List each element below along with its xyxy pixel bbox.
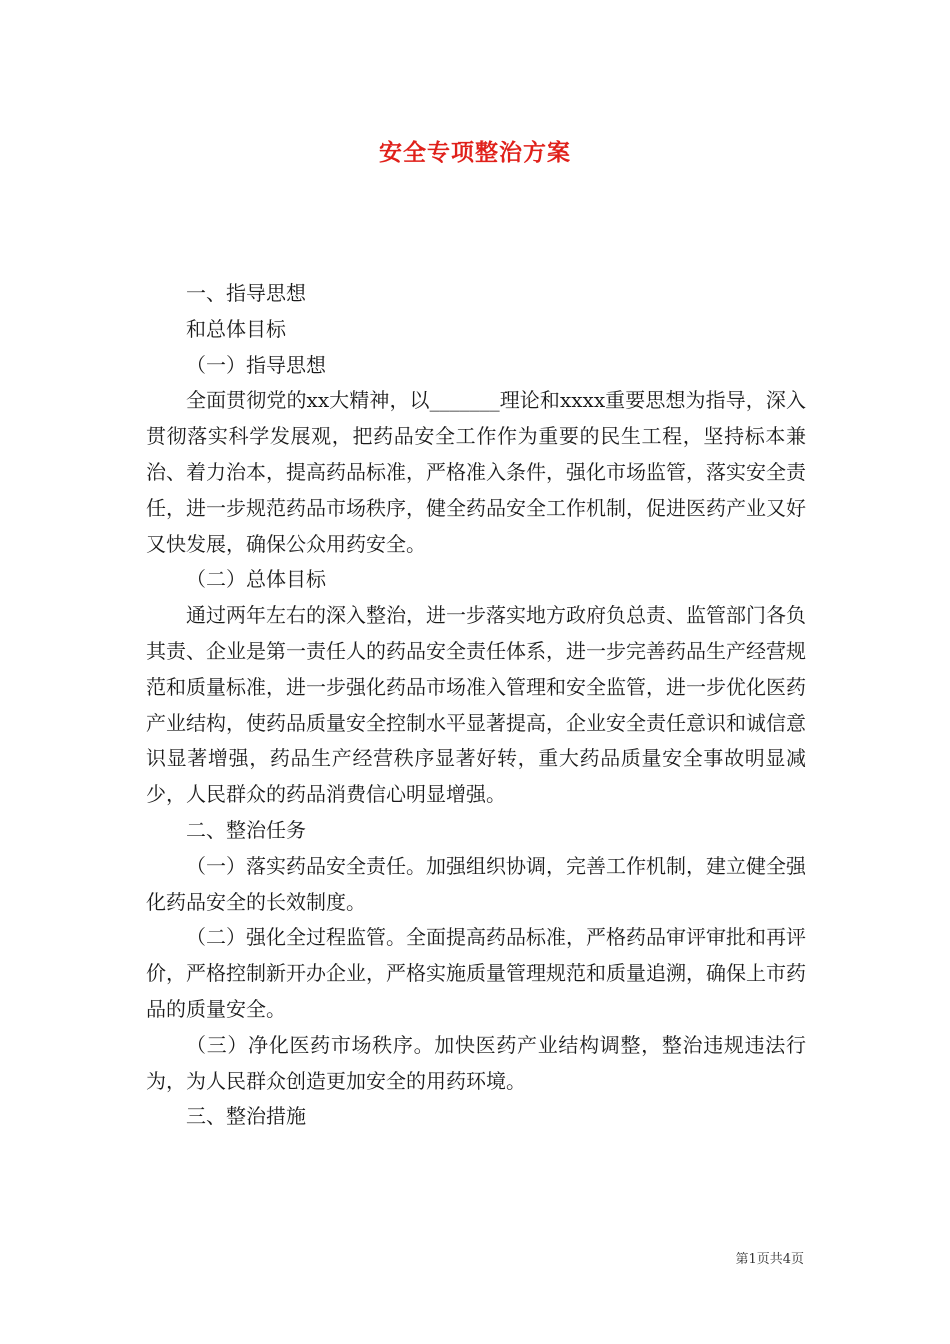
task-item-1: （一）落实药品安全责任。加强组织协调，完善工作机制，建立健全强化药品安全的长效制度。 <box>146 853 806 914</box>
heading-rectification-measures: 三、整治措施 <box>186 1104 306 1129</box>
heading-rectification-tasks: 二、整治任务 <box>186 817 306 842</box>
heading-guiding-ideology: 一、指导思想 <box>186 281 306 305</box>
document-title: 安全专项整治方案 <box>379 139 571 166</box>
task-item-2: （二）强化全过程监管。全面提高药品标准，严格药品审评审批和再评价，严格控制新开办企业，严格实施质量管理规范和质量追溯，确保上市药品的质量安全。 <box>146 925 806 1021</box>
heading-overall-goal: 和总体目标 <box>186 316 286 341</box>
page-number: 第1页共4页 <box>735 1252 804 1267</box>
paragraph-overall-goal: 通过两年左右的深入整治，进一步落实地方政府负总责、监管部门各负其责、企业是第一责任人的药品安全责任体系，进一步完善药品生产经营规范和质量标准，进一步强化药品市场准入管理和安全监管，进一步优化医药产业结构，使药品质量安全控制水平显著提高，企业安全责任意识和诚信意识显著增强，药品生产经营秩序显著好转，重大药品质量安全事故明显减少，人民群众的药品消费信心明显增强。 <box>146 603 806 807</box>
paragraph-guiding-ideology: 全面贯彻党的xx大精神，以_______理论和xxxx重要思想为指导，深入贯彻落实科学发展观，把药品安全工作作为重要的民生工程，坚持标本兼治、着力治本，提高药品标准，严格准入条件，强化市场监管，落实安全责任，进一步规范药品市场秩序，健全药品安全工作机制，促进医药产业又好又快发展，确保公众用药安全。 <box>146 388 806 556</box>
document-body <box>146 276 806 1135</box>
subheading-guiding-ideology: （一）指导思想 <box>186 352 326 377</box>
task-item-3: （三）净化医药市场秩序。加快医药产业结构调整，整治违规违法行为，为人民群众创造更加安全的用药环境。 <box>146 1032 806 1093</box>
subheading-overall-goal: （二）总体目标 <box>186 567 326 592</box>
